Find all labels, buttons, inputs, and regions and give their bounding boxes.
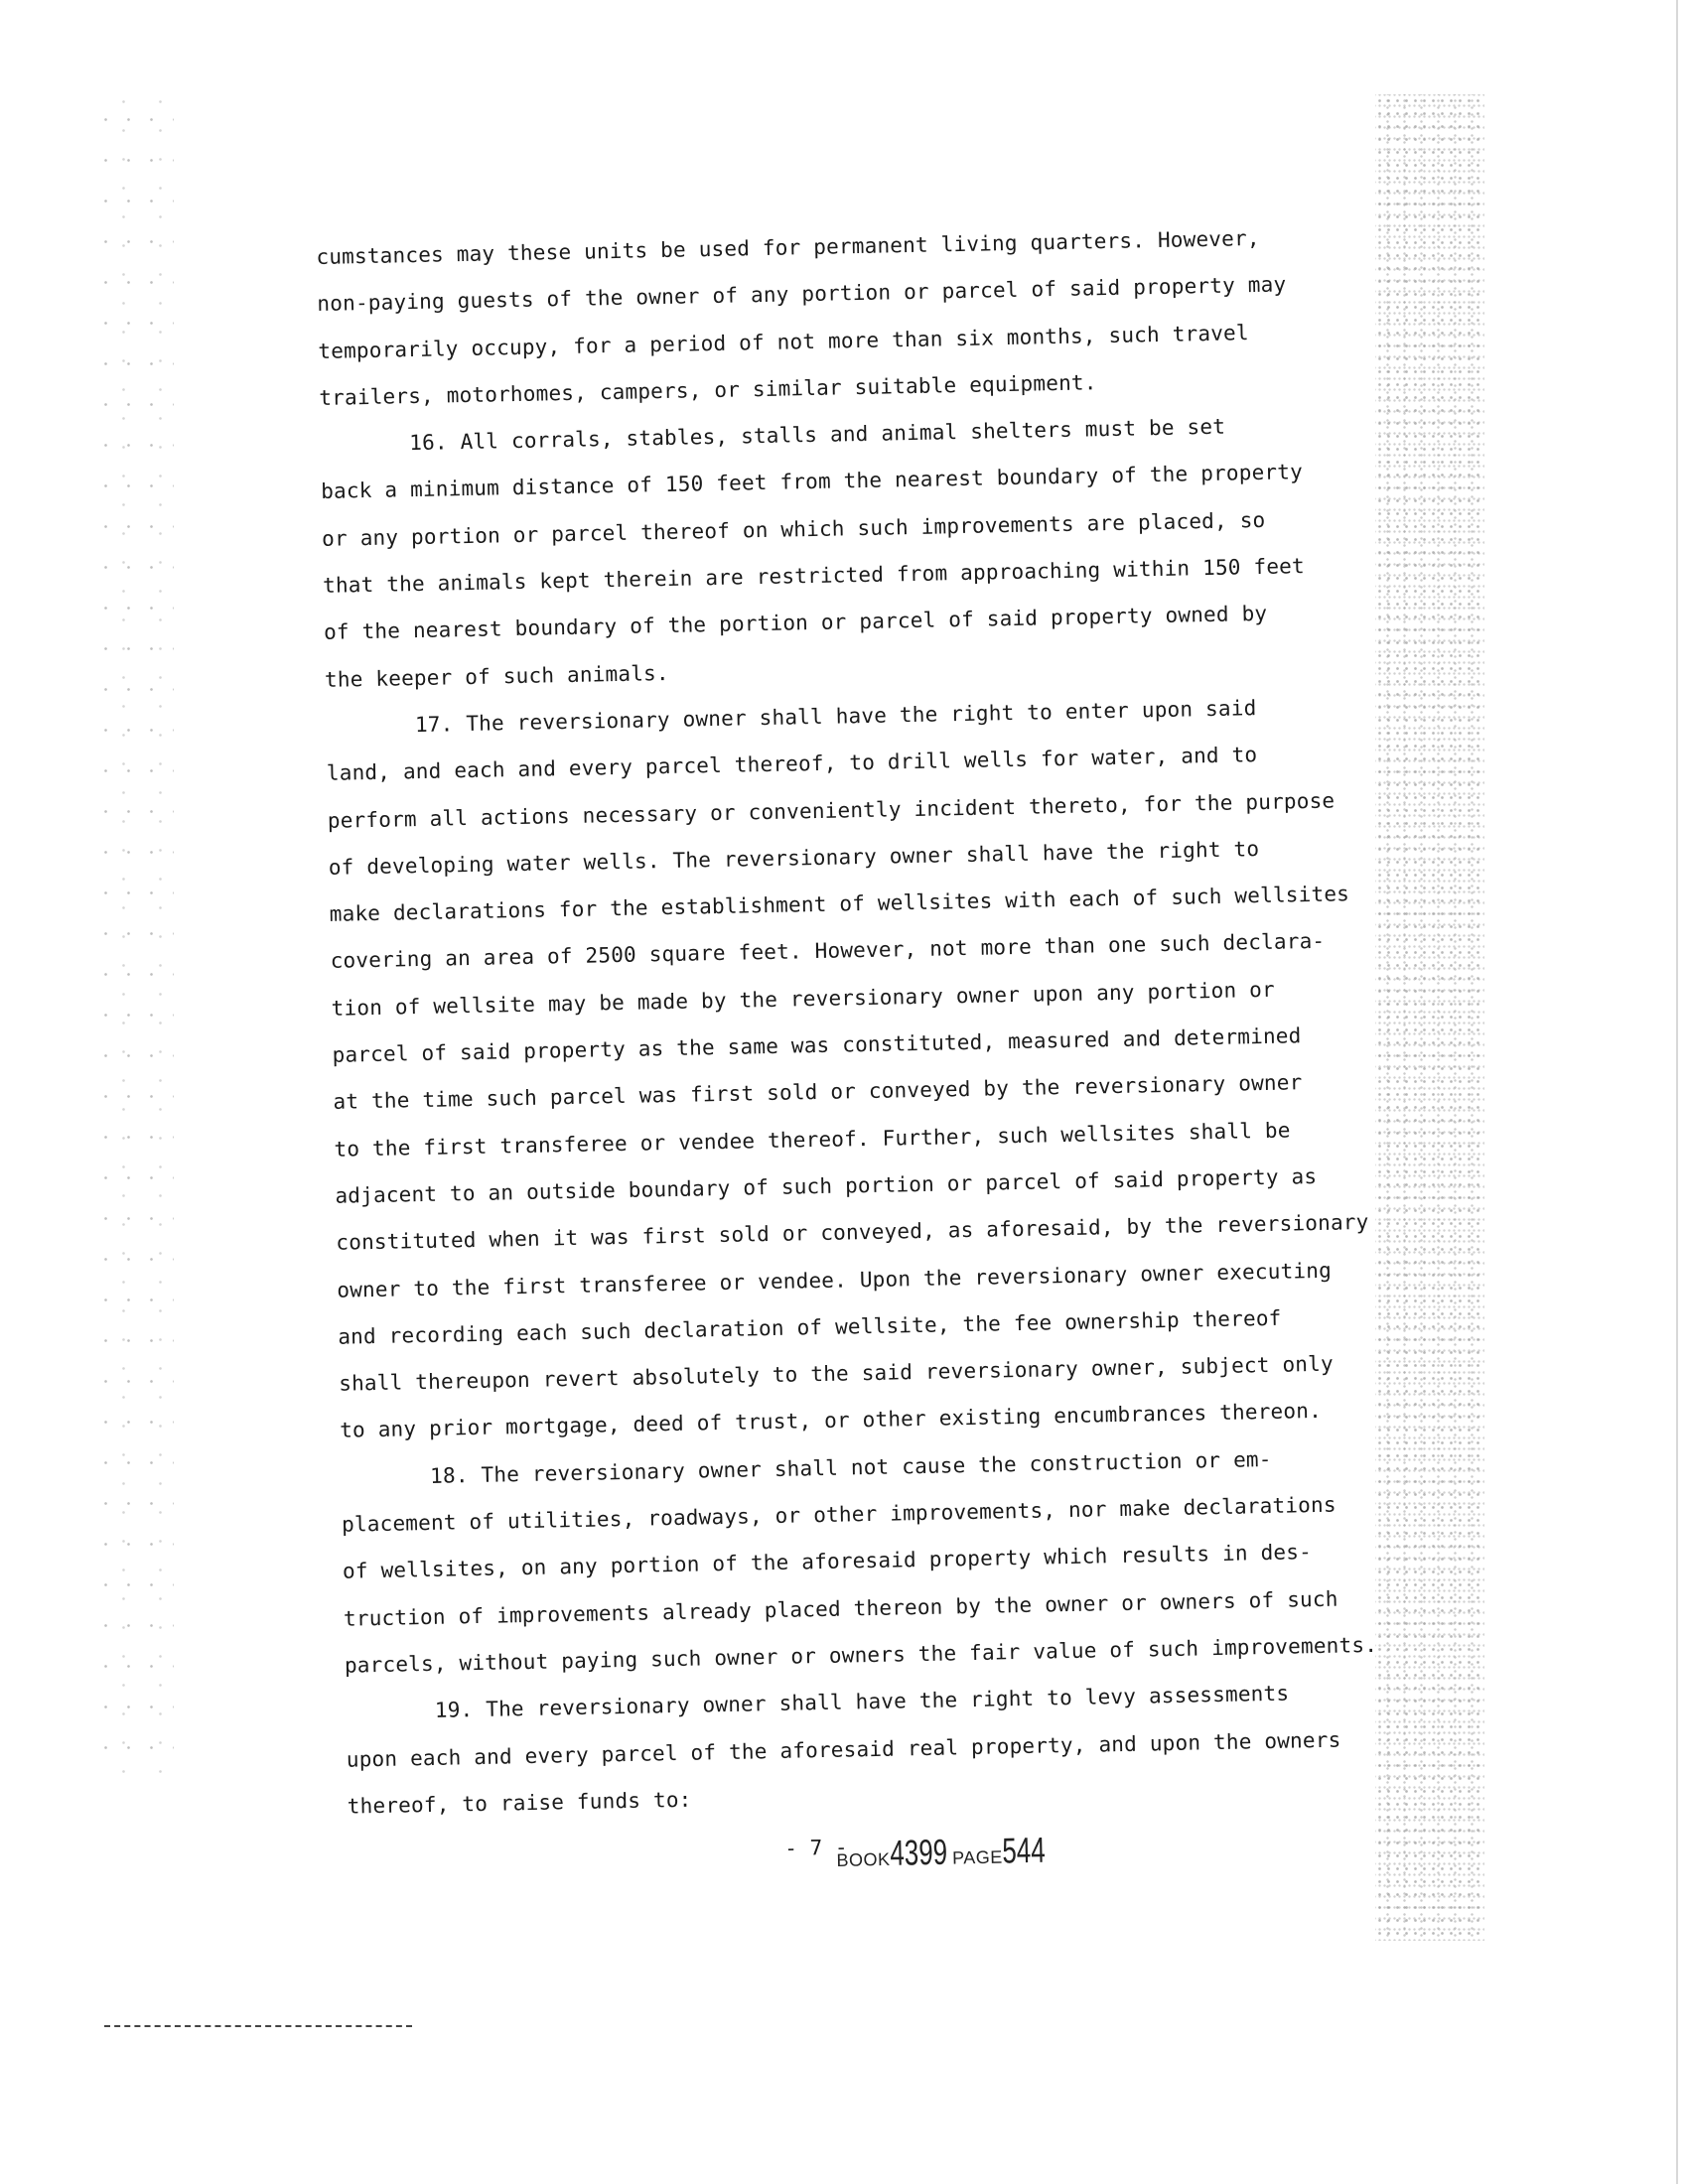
- text-line: adjacent to an outside boundary of such portion or parcel of said property as: [335, 1163, 1318, 1208]
- paragraph-16-start: 16. All corrals, stables, stalls and animal shelters must be set: [408, 414, 1226, 456]
- text-line: owner to the first transferee or vendee. Upon the reversionary owner executing: [337, 1258, 1333, 1302]
- text-line: or any portion or parcel thereof on which such improvements are placed, so: [321, 507, 1266, 551]
- book-number: 4399: [889, 1831, 948, 1873]
- scan-noise-left: [94, 99, 174, 1787]
- text-line: the keeper of such animals.: [324, 660, 669, 692]
- text-line: thereof, to raise funds to:: [347, 1787, 692, 1819]
- text-line: make declarations for the establishment of wellsites with each of such wellsites: [329, 882, 1350, 927]
- text-line: to any prior mortgage, deed of trust, or other existing encumbrances thereon.: [339, 1399, 1323, 1443]
- text-line: cumstances may these units be used for permanent living quarters. However,: [316, 225, 1260, 269]
- text-line: trailers, motorhomes, campers, or similar suitable equipment.: [319, 370, 1097, 410]
- document-body: [316, 215, 1378, 1831]
- paragraph-18-start: 18. The reversionary owner shall not cause the construction or em-: [429, 1446, 1272, 1488]
- text-line: placement of utilities, roadways, or other improvements, nor make declarations: [341, 1492, 1336, 1537]
- text-line: at the time such parcel was first sold or conveyed by the reversionary owner: [333, 1070, 1303, 1115]
- page-label: PAGE: [951, 1846, 1003, 1868]
- text-line: truction of improvements already placed thereon by the owner or owners of such: [343, 1586, 1338, 1631]
- text-line: that the animals kept therein are restricted from approaching within 150 feet: [322, 554, 1306, 599]
- text-line: parcels, without paying such owner or owners the fair value of such improvements.: [344, 1632, 1378, 1678]
- text-line: temporarily occupy, for a period of not more than six months, such travel: [318, 320, 1249, 363]
- scan-noise-right: [1375, 94, 1484, 1941]
- text-line: shall thereupon revert absolutely to the said reversionary owner, subject only: [339, 1351, 1335, 1396]
- text-line: non-paying guests of the owner of any portion or parcel of said property may: [317, 272, 1287, 317]
- text-line: of wellsites, on any portion of the aforesaid property which results in des-: [342, 1540, 1313, 1584]
- text-line: perform all actions necessary or conveniently incident thereto, for the purpose: [327, 788, 1336, 833]
- text-line: covering an area of 2500 square feet. However, not more than one such declara-: [330, 929, 1326, 974]
- book-label: BOOK: [836, 1848, 891, 1870]
- scan-edge: [1676, 0, 1678, 2184]
- text-line: upon each and every parcel of the aforesaid real property, and upon the owners: [346, 1727, 1341, 1772]
- text-line: of developing water wells. The reversionary owner shall have the right to: [328, 836, 1260, 880]
- text-line: parcel of said property as the same was constituted, measured and determined: [332, 1024, 1302, 1067]
- dashed-rule: [104, 2025, 412, 2027]
- text-line: of the nearest boundary of the portion or parcel of said property owned by: [323, 602, 1268, 645]
- page-footer: [784, 1828, 1113, 1884]
- page-number: - 7 -: [784, 1835, 848, 1860]
- text-line: back a minimum distance of 150 feet from the nearest boundary of the property: [320, 460, 1304, 504]
- paragraph-17-start: 17. The reversionary owner shall have the right to enter upon said: [414, 696, 1257, 738]
- book-page-stamp: [836, 1829, 1062, 1875]
- text-line: tion of wellsite may be made by the reversionary owner upon any portion or: [331, 977, 1276, 1021]
- text-line: and recording each such declaration of wellsite, the fee ownership thereof: [338, 1305, 1282, 1349]
- text-line: constituted when it was first sold or conveyed, as aforesaid, by the reversionary: [336, 1210, 1369, 1256]
- text-line: to the first transferee or vendee thereof. Further, such wellsites shall be: [334, 1118, 1291, 1161]
- paragraph-19-start: 19. The reversionary owner shall have the right to levy assessments: [434, 1681, 1290, 1723]
- page-reference: 544: [1002, 1829, 1047, 1871]
- text-line: land, and each and every parcel thereof, to drill wells for water, and to: [326, 743, 1258, 786]
